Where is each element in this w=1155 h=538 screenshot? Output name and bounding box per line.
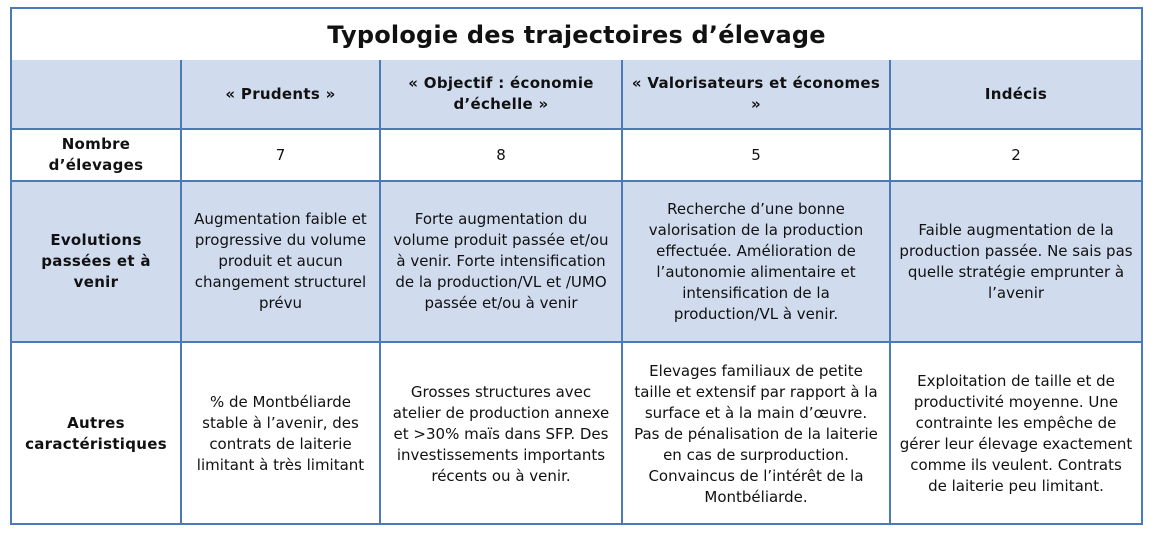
cell-nombre-economie: 8	[380, 129, 622, 181]
cell-autres-valorisateurs: Elevages familiaux de petite taille et extensif par rapport à la surface et à la main d’œuvre. Pas de pénalisation de la laiterie en cas de surproduction. Convaincus de l’intérêt de la Montbéliarde.	[622, 342, 890, 525]
header-row	[12, 60, 1141, 129]
cell-nombre-prudents: 7	[181, 129, 380, 181]
header-prudents: « Prudents »	[181, 60, 380, 129]
row-label-evolutions: Evolutions passées et à venir	[12, 181, 181, 342]
typology-table-frame	[10, 7, 1143, 525]
table-title: Typologie des trajectoires d’élevage	[12, 9, 1141, 62]
row-evolutions	[12, 181, 1141, 342]
cell-evolutions-valorisateurs: Recherche d’une bonne valorisation de la production effectuée. Amélioration de l’autonomie alimentaire et intensification de la production/VL à venir.	[622, 181, 890, 342]
row-autres-caracteristiques	[12, 342, 1141, 525]
cell-evolutions-prudents: Augmentation faible et progressive du volume produit et aucun changement structurel prévu	[181, 181, 380, 342]
header-valorisateurs: « Valorisateurs et économes »	[622, 60, 890, 129]
cell-nombre-indecis: 2	[890, 129, 1141, 181]
cell-autres-prudents: % de Montbéliarde stable à l’avenir, des contrats de laiterie limitant à très limitant	[181, 342, 380, 525]
cell-nombre-valorisateurs: 5	[622, 129, 890, 181]
row-label-autres: Autres caractéristiques	[12, 342, 181, 525]
header-economie-echelle: « Objectif : économie d’échelle »	[380, 60, 622, 129]
cell-evolutions-economie: Forte augmentation du volume produit passée et/ou à venir. Forte intensification de la production/VL et /UMO passée et/ou à venir	[380, 181, 622, 342]
header-indecis: Indécis	[890, 60, 1141, 129]
header-corner-cell	[12, 60, 181, 129]
cell-autres-economie: Grosses structures avec atelier de production annexe et >30% maïs dans SFP. Des investissements importants récents ou à venir.	[380, 342, 622, 525]
row-nombre-elevages	[12, 129, 1141, 181]
row-label-nombre: Nombre d’élevages	[12, 129, 181, 181]
cell-autres-indecis: Exploitation de taille et de productivité moyenne. Une contrainte les empêche de gérer leur élevage exactement comme ils veulent. Contrats de laiterie peu limitant.	[890, 342, 1141, 525]
cell-evolutions-indecis: Faible augmentation de la production passée. Ne sais pas quelle stratégie emprunter à l’avenir	[890, 181, 1141, 342]
typology-table	[12, 60, 1141, 525]
